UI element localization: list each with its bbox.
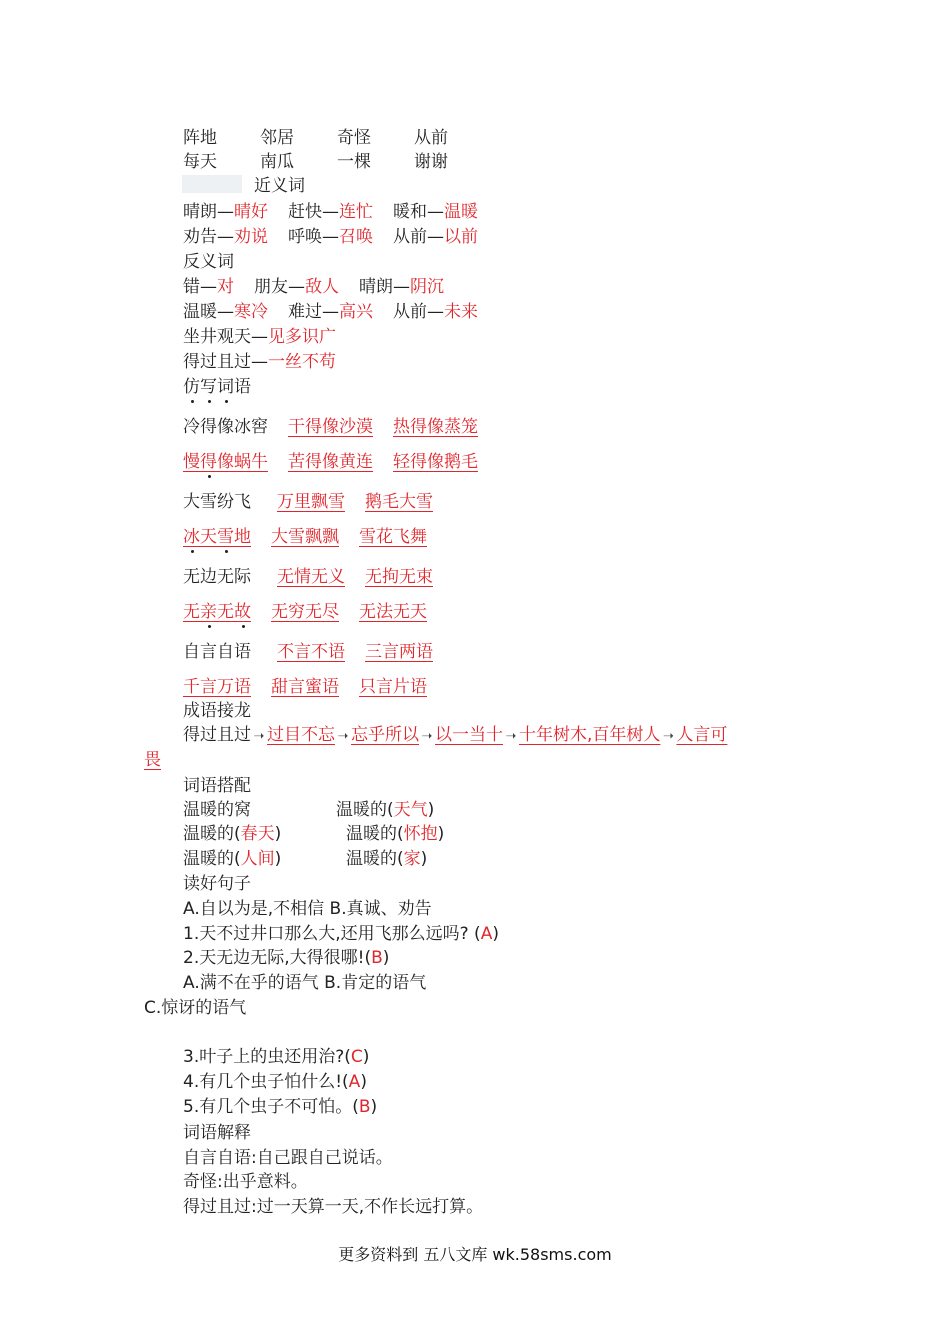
sentence-heading: 读好句子 (183, 874, 251, 894)
paren: ) (420, 849, 428, 869)
phrase: 温暖的( (336, 800, 394, 820)
word: 晴朗— (359, 277, 410, 297)
answer: 阴沉 (410, 277, 444, 297)
answer: 干得像沙漠 (288, 417, 373, 437)
arrow-right-icon: ➝ (662, 729, 674, 744)
antonym-row-3 (183, 325, 336, 349)
example-char: 边 (200, 567, 217, 587)
example-char: 自 (183, 642, 200, 662)
dotted-char: 雪 (200, 490, 217, 514)
question: 5.有几个虫子不可怕。( (183, 1097, 359, 1117)
question: 3.叶子上的虫还用治?( (183, 1047, 351, 1067)
answer: C (350, 1047, 363, 1067)
word: 阵地 (183, 128, 217, 148)
dotted-char: 无 (183, 565, 200, 589)
chain-item: 十年树木,百年树人 (519, 725, 661, 745)
example-char: 际 (234, 567, 251, 587)
word: 每天 (183, 152, 217, 172)
answer: 春天 (240, 824, 275, 844)
word: 一棵 (337, 152, 371, 172)
word: 邻居 (260, 128, 294, 148)
collocation-row-2 (183, 822, 444, 846)
phrase: 温暖的( (346, 824, 404, 844)
answer: 以前 (444, 227, 478, 247)
word: 错— (183, 277, 217, 297)
answer: A (480, 924, 493, 944)
word: 得过且过— (183, 352, 268, 372)
sentence-q5 (183, 1095, 377, 1119)
answer: 敌人 (305, 277, 339, 297)
answer: 天气 (393, 800, 428, 820)
answer: 苦得像黄连 (288, 452, 373, 472)
answer: 见多识广 (268, 327, 336, 347)
sentence-q1 (183, 922, 499, 946)
chain-item: 人言可 (676, 725, 728, 745)
answer: 未来 (444, 302, 478, 322)
chain-item: 过目不忘 (267, 725, 335, 745)
paren: ) (382, 948, 390, 968)
paren: ) (362, 1047, 370, 1067)
word-row-2 (183, 150, 448, 174)
example-char: 自 (217, 642, 234, 662)
answer: 热得像蒸笼 (393, 417, 478, 437)
answer: 不言不语 (277, 642, 345, 662)
arrow-right-icon: ➝ (421, 729, 433, 744)
answer: 甜言蜜语 (271, 677, 339, 697)
answer: 万里飘雪 (277, 492, 345, 512)
answer: 鹅毛大雪 (365, 492, 433, 512)
answer: 三言两语 (365, 642, 433, 662)
dotted-char: 言 (200, 640, 217, 664)
answer: 雪花飞舞 (359, 527, 427, 547)
question: 1.天不过井口那么大,还用飞那么远吗? ( (183, 924, 481, 944)
chain-item-tail: 畏 (144, 750, 161, 770)
word: 难过— (288, 302, 339, 322)
dotted-char: 得 (200, 415, 217, 439)
chain-heading: 成语接龙 (183, 701, 251, 721)
arrow-right-icon: ➝ (505, 729, 517, 744)
answer: B (358, 1097, 371, 1117)
answer: 冰天雪地 (183, 527, 251, 547)
answer: B (371, 948, 383, 968)
idiom-chain (183, 723, 727, 747)
paren: ) (370, 1097, 378, 1117)
word: 呼唤— (288, 227, 339, 247)
sentence-options-2: A.满不在乎的语气 B.肯定的语气 (183, 973, 427, 993)
example-rest: 冰窖 (234, 417, 268, 437)
answer: 轻得像鹅毛 (393, 452, 478, 472)
answer: 一丝不苟 (268, 352, 336, 372)
imitation-answers-2 (183, 525, 427, 549)
word: 奇怪 (337, 128, 371, 148)
word: 赶快— (288, 202, 339, 222)
answer: 对 (217, 277, 234, 297)
chain-item: 忘乎所以 (351, 725, 419, 745)
chain-start: 得过且过 (183, 725, 251, 745)
collocation-row-1 (183, 798, 434, 822)
explain-heading: 词语解释 (183, 1123, 251, 1143)
imitation-answers-3 (183, 600, 427, 624)
question: 4.有几个虫子怕什么!( (183, 1072, 349, 1092)
paren: ) (274, 824, 282, 844)
answer: 召唤 (339, 227, 373, 247)
answer: 温暖 (444, 202, 478, 222)
synonym-heading: 近义词 (254, 176, 305, 196)
answer: 无情无义 (277, 567, 345, 587)
dotted-char: 冷 (183, 415, 200, 439)
paren: ) (492, 924, 499, 944)
answer: 连忙 (339, 202, 373, 222)
answer: 怀抱 (403, 824, 438, 844)
word: 暖和— (393, 202, 444, 222)
dotted-char: 无 (217, 565, 234, 589)
phrase: 温暖的( (183, 849, 241, 869)
antonym-row-1 (183, 275, 444, 299)
antonym-heading: 反义词 (183, 252, 234, 272)
word: 坐井观天— (183, 327, 268, 347)
answer: 无拘无束 (365, 567, 433, 587)
paren: ) (437, 824, 445, 844)
answer: 劝说 (234, 227, 268, 247)
antonym-row-4 (183, 350, 336, 374)
answer: 无亲无故 (183, 602, 251, 622)
word: 从前 (414, 128, 448, 148)
arrow-right-icon: ➝ (337, 729, 349, 744)
sentence-q3 (183, 1045, 369, 1069)
answer: 人间 (240, 849, 275, 869)
word: 温暖— (183, 302, 234, 322)
imitation-example-4 (183, 640, 433, 664)
answer: 无穷无尽 (271, 602, 339, 622)
imitation-answers-4 (183, 675, 427, 699)
chain-tail (144, 748, 161, 772)
sentence-q2 (183, 946, 389, 970)
sentence-q4 (183, 1070, 367, 1094)
answer: 千言万语 (183, 677, 251, 697)
chain-item: 以一当十 (435, 725, 503, 745)
imitation-heading: 仿写词语 (183, 377, 251, 397)
word: 谢谢 (414, 152, 448, 172)
example-rest: 纷飞 (217, 492, 251, 512)
word: 晴朗— (183, 202, 234, 222)
antonym-row-2 (183, 300, 478, 324)
collocation-heading: 词语搭配 (183, 776, 251, 796)
sentence-options-1: A.自以为是,不相信 B.真诚、劝告 (183, 899, 432, 919)
explain-1: 自言自语:自己跟自己说话。 (183, 1148, 393, 1168)
synonym-row-2 (183, 225, 478, 249)
sentence-options-2c: C.惊讶的语气 (144, 998, 247, 1018)
imitation-example-3 (183, 565, 433, 589)
word: 朋友— (254, 277, 305, 297)
dotted-char: 像 (217, 415, 234, 439)
answer: 慢得像蜗牛 (183, 452, 268, 472)
phrase: 温暖的( (183, 824, 241, 844)
answer: 无法无天 (359, 602, 427, 622)
phrase: 温暖的( (346, 849, 404, 869)
highlight-box (182, 175, 242, 193)
collocation-row-3 (183, 847, 427, 871)
explain-3: 得过且过:过一天算一天,不作长远打算。 (183, 1197, 484, 1217)
word: 从前— (393, 227, 444, 247)
paren: ) (274, 849, 282, 869)
page-footer: 更多资料到 五八文库 wk.58sms.com (338, 1245, 612, 1264)
example-char: 大 (183, 492, 200, 512)
answer: 寒冷 (234, 302, 268, 322)
arrow-right-icon: ➝ (253, 729, 265, 744)
word-row-1 (183, 126, 448, 150)
imitation-example-2 (183, 490, 433, 514)
answer: 大雪飘飘 (271, 527, 339, 547)
answer: 家 (403, 849, 421, 869)
word: 从前— (393, 302, 444, 322)
imitation-answers-1 (183, 450, 478, 474)
synonym-row-1 (183, 200, 478, 224)
answer: 高兴 (339, 302, 373, 322)
imitation-example-1 (183, 415, 478, 439)
answer: A (348, 1072, 361, 1092)
word: 劝告— (183, 227, 234, 247)
answer: 只言片语 (359, 677, 427, 697)
dotted-char: 语 (234, 640, 251, 664)
question: 2.天无边无际,大得很哪!( (183, 948, 372, 968)
paren: ) (360, 1072, 367, 1092)
phrase: 温暖的窝 (183, 800, 251, 820)
answer: 晴好 (234, 202, 268, 222)
explain-2: 奇怪:出乎意料。 (183, 1172, 308, 1192)
paren: ) (427, 800, 435, 820)
word: 南瓜 (260, 152, 294, 172)
